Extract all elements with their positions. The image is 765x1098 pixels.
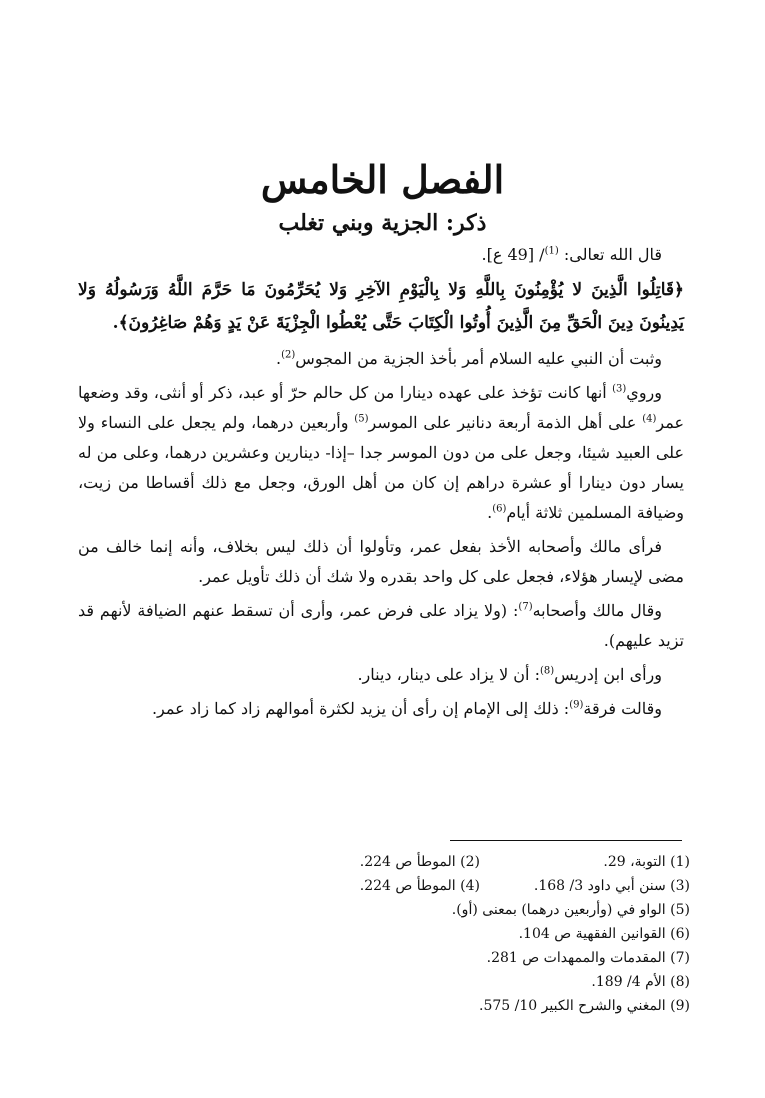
footnote-5: (5) الواو في (وأربعين درهما) بمعنى (أو). — [451, 902, 690, 918]
footnote-ref-6[interactable]: (6) — [492, 503, 507, 515]
paragraph-group-view: وقالت فرقة$^{(9)}$: ذلك إلى الإمام إن رأى أن يزيد لكثرة أموالهم زاد كما زاد عمر. — [151, 699, 662, 718]
footnote-separator — [450, 840, 682, 841]
footnote-6: (6) القوانين الفقهية ص 104. — [518, 926, 690, 942]
footnotes — [270, 850, 690, 1018]
paragraph-malik-saying: وقال مالك وأصحابه$^{(7)}$: (ولا يزاد على فرض عمر، وأرى أن تسقط عنهم الضيافة لأنهم قد تزيد عليهم). — [78, 601, 684, 650]
footnote-ref-3[interactable]: (3) — [612, 383, 627, 395]
quran-verse: ﴿قَاتِلُوا الَّذِينَ لا يُؤْمِنُونَ بِاللَّهِ وَلا بِالْيَوْمِ الآخِرِ وَلا يُحَرِّمُونَ مَا حَرَّمَ اللَّهُ وَرَسُولُهُ وَلا يَدِينُونَ دِينَ الْحَقِّ مِنَ الَّذِينَ أُوتُوا الْكِتَابَ حَتَّى يُعْطُوا الْجِزْيَةَ عَنْ يَدٍ وَهُمْ صَاغِرُونَ﴾. — [78, 280, 684, 333]
paragraph-magians: وثبت أن النبي عليه السلام أمر بأخذ الجزية من المجوس$^{(2)}$. — [276, 349, 662, 368]
footnote-ref-9[interactable]: (9) — [569, 699, 584, 711]
paragraph-ibn-idris: ورأى ابن إدريس$^{(8)}$: أن لا يزاد على دينار، دينار. — [357, 665, 662, 684]
footnote-row — [270, 850, 690, 874]
footnote-ref-2[interactable]: (2) — [281, 349, 296, 361]
paragraph-umar-jizya: وروي$^{(3)}$ أنها كانت تؤخذ على عهده دينارا من كل حالم حرّ أو عبد، ذكر أو أنثى، وقد وضعها عمر$^{(4)}$ على أهل الذمة أربعة دنانير على الموسر$^{(5)}$ وأربعين درهما، ولم يجعل على النساء ولا على العبيد شيئا، وجعل على من دون الموسر جدا –إذا- دينارين وعشرين درهما، وعلى من له يسار دون دينارا أو عشرة دراهم إن كان من أهل الورق، وجعل مع ذلك أقساطا من زيت، وضيافة المسلمين ثلاثة أيام$^{(6)}$. — [78, 383, 684, 522]
section-heading: ذكر: الجزية وبني تغلب — [278, 210, 487, 236]
paragraph-malik-view: فرأى مالك وأصحابه الأخذ بفعل عمر، وتأولوا أن ذلك ليس بخلاف، وأنه إنما خالف من مضى لإيسار هؤلاء، فجعل على كل واحد بقدره ولا شك أن ذلك تأويل عمر. — [78, 537, 684, 586]
footnote-ref-8[interactable]: (8) — [539, 665, 555, 677]
footnote-row — [270, 874, 690, 898]
footnote-3: (3) سنن أبي داود 3/ 168. — [533, 878, 690, 894]
footnote-1: (1) التوبة، 29. — [603, 854, 690, 870]
footnote-ref-4[interactable]: (4) — [642, 413, 657, 425]
main-text — [78, 240, 684, 728]
footnote-ref-5[interactable]: (5) — [354, 413, 369, 425]
footnote-9: (9) المغني والشرح الكبير 10/ 575. — [479, 998, 690, 1014]
footnote-2: (2) الموطأ ص 224. — [359, 854, 480, 870]
footnote-8: (8) الأم 4/ 189. — [591, 974, 690, 990]
footnote-7: (7) المقدمات والممهدات ص 281. — [486, 950, 690, 966]
paragraph-intro: قال الله تعالى: $^{(1)}$/ [49 ع]. — [481, 245, 662, 264]
footnote-ref-1[interactable]: (1) — [544, 245, 559, 257]
chapter-title: الفصل الخامس — [260, 157, 505, 202]
footnote-ref-7[interactable]: (7) — [518, 601, 533, 613]
footnote-4: (4) الموطأ ص 224. — [359, 878, 480, 894]
